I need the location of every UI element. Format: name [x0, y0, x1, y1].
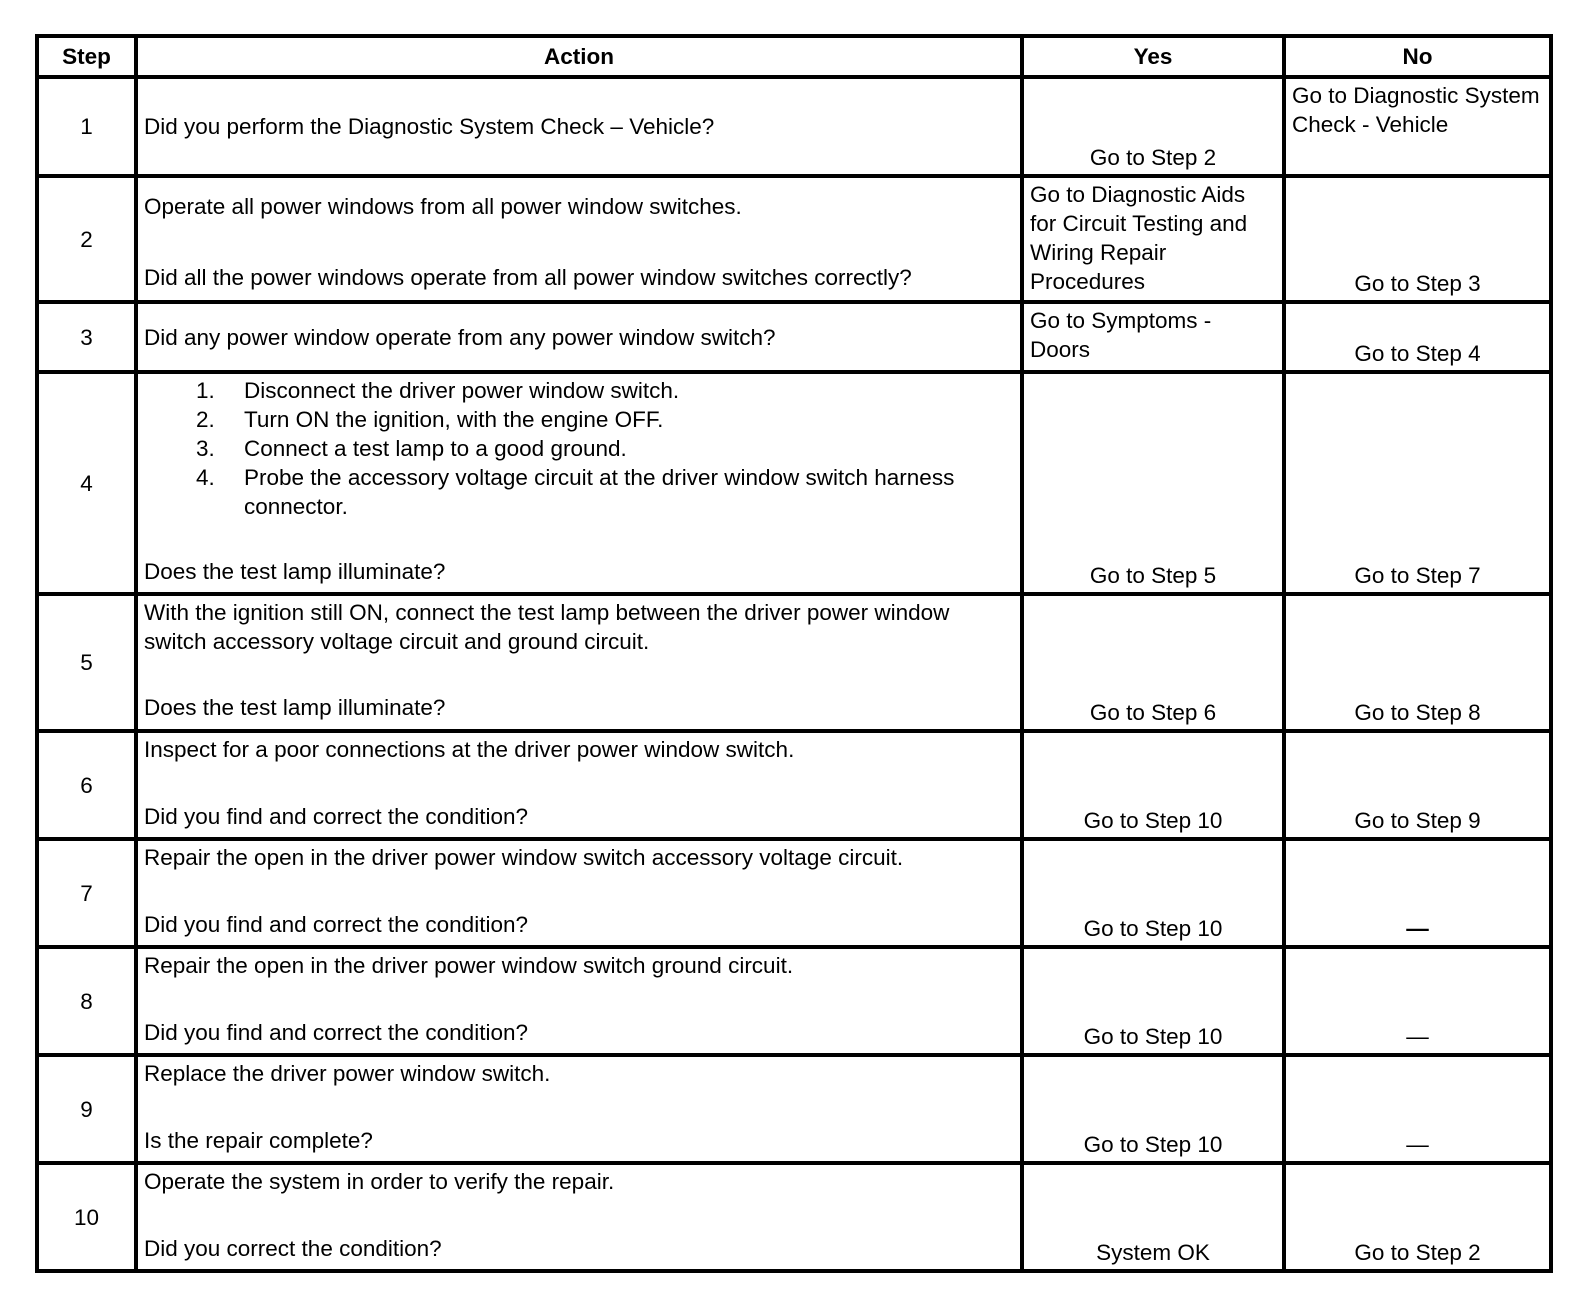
no-cell: —: [1284, 947, 1551, 1055]
no-cell: Go to Step 2: [1284, 1163, 1551, 1271]
substep-number: 2.: [196, 407, 215, 432]
action-instruction: Replace the driver power window switch.: [144, 1061, 551, 1086]
table-row: [37, 176, 1551, 302]
yes-cell: Go to Step 2: [1022, 77, 1284, 176]
table-row: [37, 947, 1551, 1055]
action-cell: [136, 1055, 1022, 1163]
action-cell: [136, 731, 1022, 839]
action-question: Did you find and correct the condition?: [144, 1020, 528, 1045]
no-cell: Go to Step 7: [1284, 372, 1551, 594]
table-row: [37, 731, 1551, 839]
action-question: Did you perform the Diagnostic System Check – Vehicle?: [144, 114, 715, 139]
step-number: 8: [37, 947, 136, 1055]
substep-item: [196, 434, 1014, 463]
no-cell: Go to Step 4: [1284, 302, 1551, 372]
step-number: 6: [37, 731, 136, 839]
action-cell: [136, 1163, 1022, 1271]
action-question: Does the test lamp illuminate?: [144, 559, 446, 584]
header-row: [37, 36, 1551, 77]
action-cell: [136, 77, 1022, 176]
action-instruction: Repair the open in the driver power window switch ground circuit.: [144, 953, 794, 978]
step-number: 2: [37, 176, 136, 302]
yes-cell: Go to Step 10: [1022, 947, 1284, 1055]
action-instruction: Operate the system in order to verify the repair.: [144, 1169, 615, 1194]
no-cell: Go to Step 9: [1284, 731, 1551, 839]
diagnostic-table: [35, 34, 1553, 1273]
step-number: 4: [37, 372, 136, 594]
substep-list: [144, 376, 1014, 521]
action-cell: [136, 302, 1022, 372]
action-cell: [136, 594, 1022, 731]
action-cell: [136, 176, 1022, 302]
no-cell: Go to Diagnostic System Check - Vehicle: [1284, 77, 1551, 176]
no-cell: Go to Step 3: [1284, 176, 1551, 302]
step-number: 9: [37, 1055, 136, 1163]
yes-cell: Go to Diagnostic Aids for Circuit Testing and Wiring Repair Procedures: [1022, 176, 1284, 302]
no-cell: Go to Step 8: [1284, 594, 1551, 731]
table-row: [37, 594, 1551, 731]
step-number: 10: [37, 1163, 136, 1271]
action-cell: [136, 947, 1022, 1055]
yes-cell: Go to Step 10: [1022, 1055, 1284, 1163]
step-number: 3: [37, 302, 136, 372]
table-row: [37, 1163, 1551, 1271]
action-instruction: Inspect for a poor connections at the driver power window switch.: [144, 737, 795, 762]
yes-cell: Go to Step 6: [1022, 594, 1284, 731]
action-cell: [136, 372, 1022, 594]
action-question: Did you find and correct the condition?: [144, 804, 528, 829]
action-question: Is the repair complete?: [144, 1128, 373, 1153]
no-cell: —: [1284, 1055, 1551, 1163]
substep-number: 4.: [196, 465, 215, 490]
step-number: 1: [37, 77, 136, 176]
step-number: 7: [37, 839, 136, 947]
substep-text: Connect a test lamp to a good ground.: [244, 436, 627, 461]
header-no: No: [1284, 36, 1551, 77]
table-row: [37, 1055, 1551, 1163]
action-question: Did any power window operate from any power window switch?: [144, 324, 776, 350]
action-instruction: Repair the open in the driver power window switch accessory voltage circuit.: [144, 845, 904, 870]
step-number: 5: [37, 594, 136, 731]
header-action: Action: [136, 36, 1022, 77]
table-row: [37, 372, 1551, 594]
substep-item: [196, 376, 1014, 405]
action-question: Did you correct the condition?: [144, 1236, 442, 1261]
yes-cell: Go to Step 10: [1022, 839, 1284, 947]
action-instruction: With the ignition still ON, connect the test lamp between the driver power window switch accessory voltage circuit and ground circuit.: [144, 600, 950, 654]
substep-text: Probe the accessory voltage circuit at the driver window switch harness connector.: [244, 465, 955, 519]
substep-text: Turn ON the ignition, with the engine OFF.: [244, 407, 664, 432]
table-row: [37, 839, 1551, 947]
yes-cell: System OK: [1022, 1163, 1284, 1271]
action-question: Does the test lamp illuminate?: [144, 695, 446, 720]
action-instruction: Operate all power windows from all power window switches.: [144, 194, 742, 219]
header-yes: Yes: [1022, 36, 1284, 77]
header-step: Step: [37, 36, 136, 77]
table-row: [37, 77, 1551, 176]
action-question: Did all the power windows operate from all power window switches correctly?: [144, 265, 912, 290]
yes-cell: Go to Step 10: [1022, 731, 1284, 839]
substep-text: Disconnect the driver power window switch.: [244, 378, 680, 403]
yes-cell: Go to Step 5: [1022, 372, 1284, 594]
action-cell: [136, 839, 1022, 947]
substep-item: [196, 405, 1014, 434]
yes-cell: Go to Symptoms - Doors: [1022, 302, 1284, 372]
substep-item: [196, 463, 1014, 521]
substep-number: 1.: [196, 378, 215, 403]
action-question: Did you find and correct the condition?: [144, 912, 528, 937]
no-cell: —: [1284, 839, 1551, 947]
substep-number: 3.: [196, 436, 215, 461]
table-row: [37, 302, 1551, 372]
